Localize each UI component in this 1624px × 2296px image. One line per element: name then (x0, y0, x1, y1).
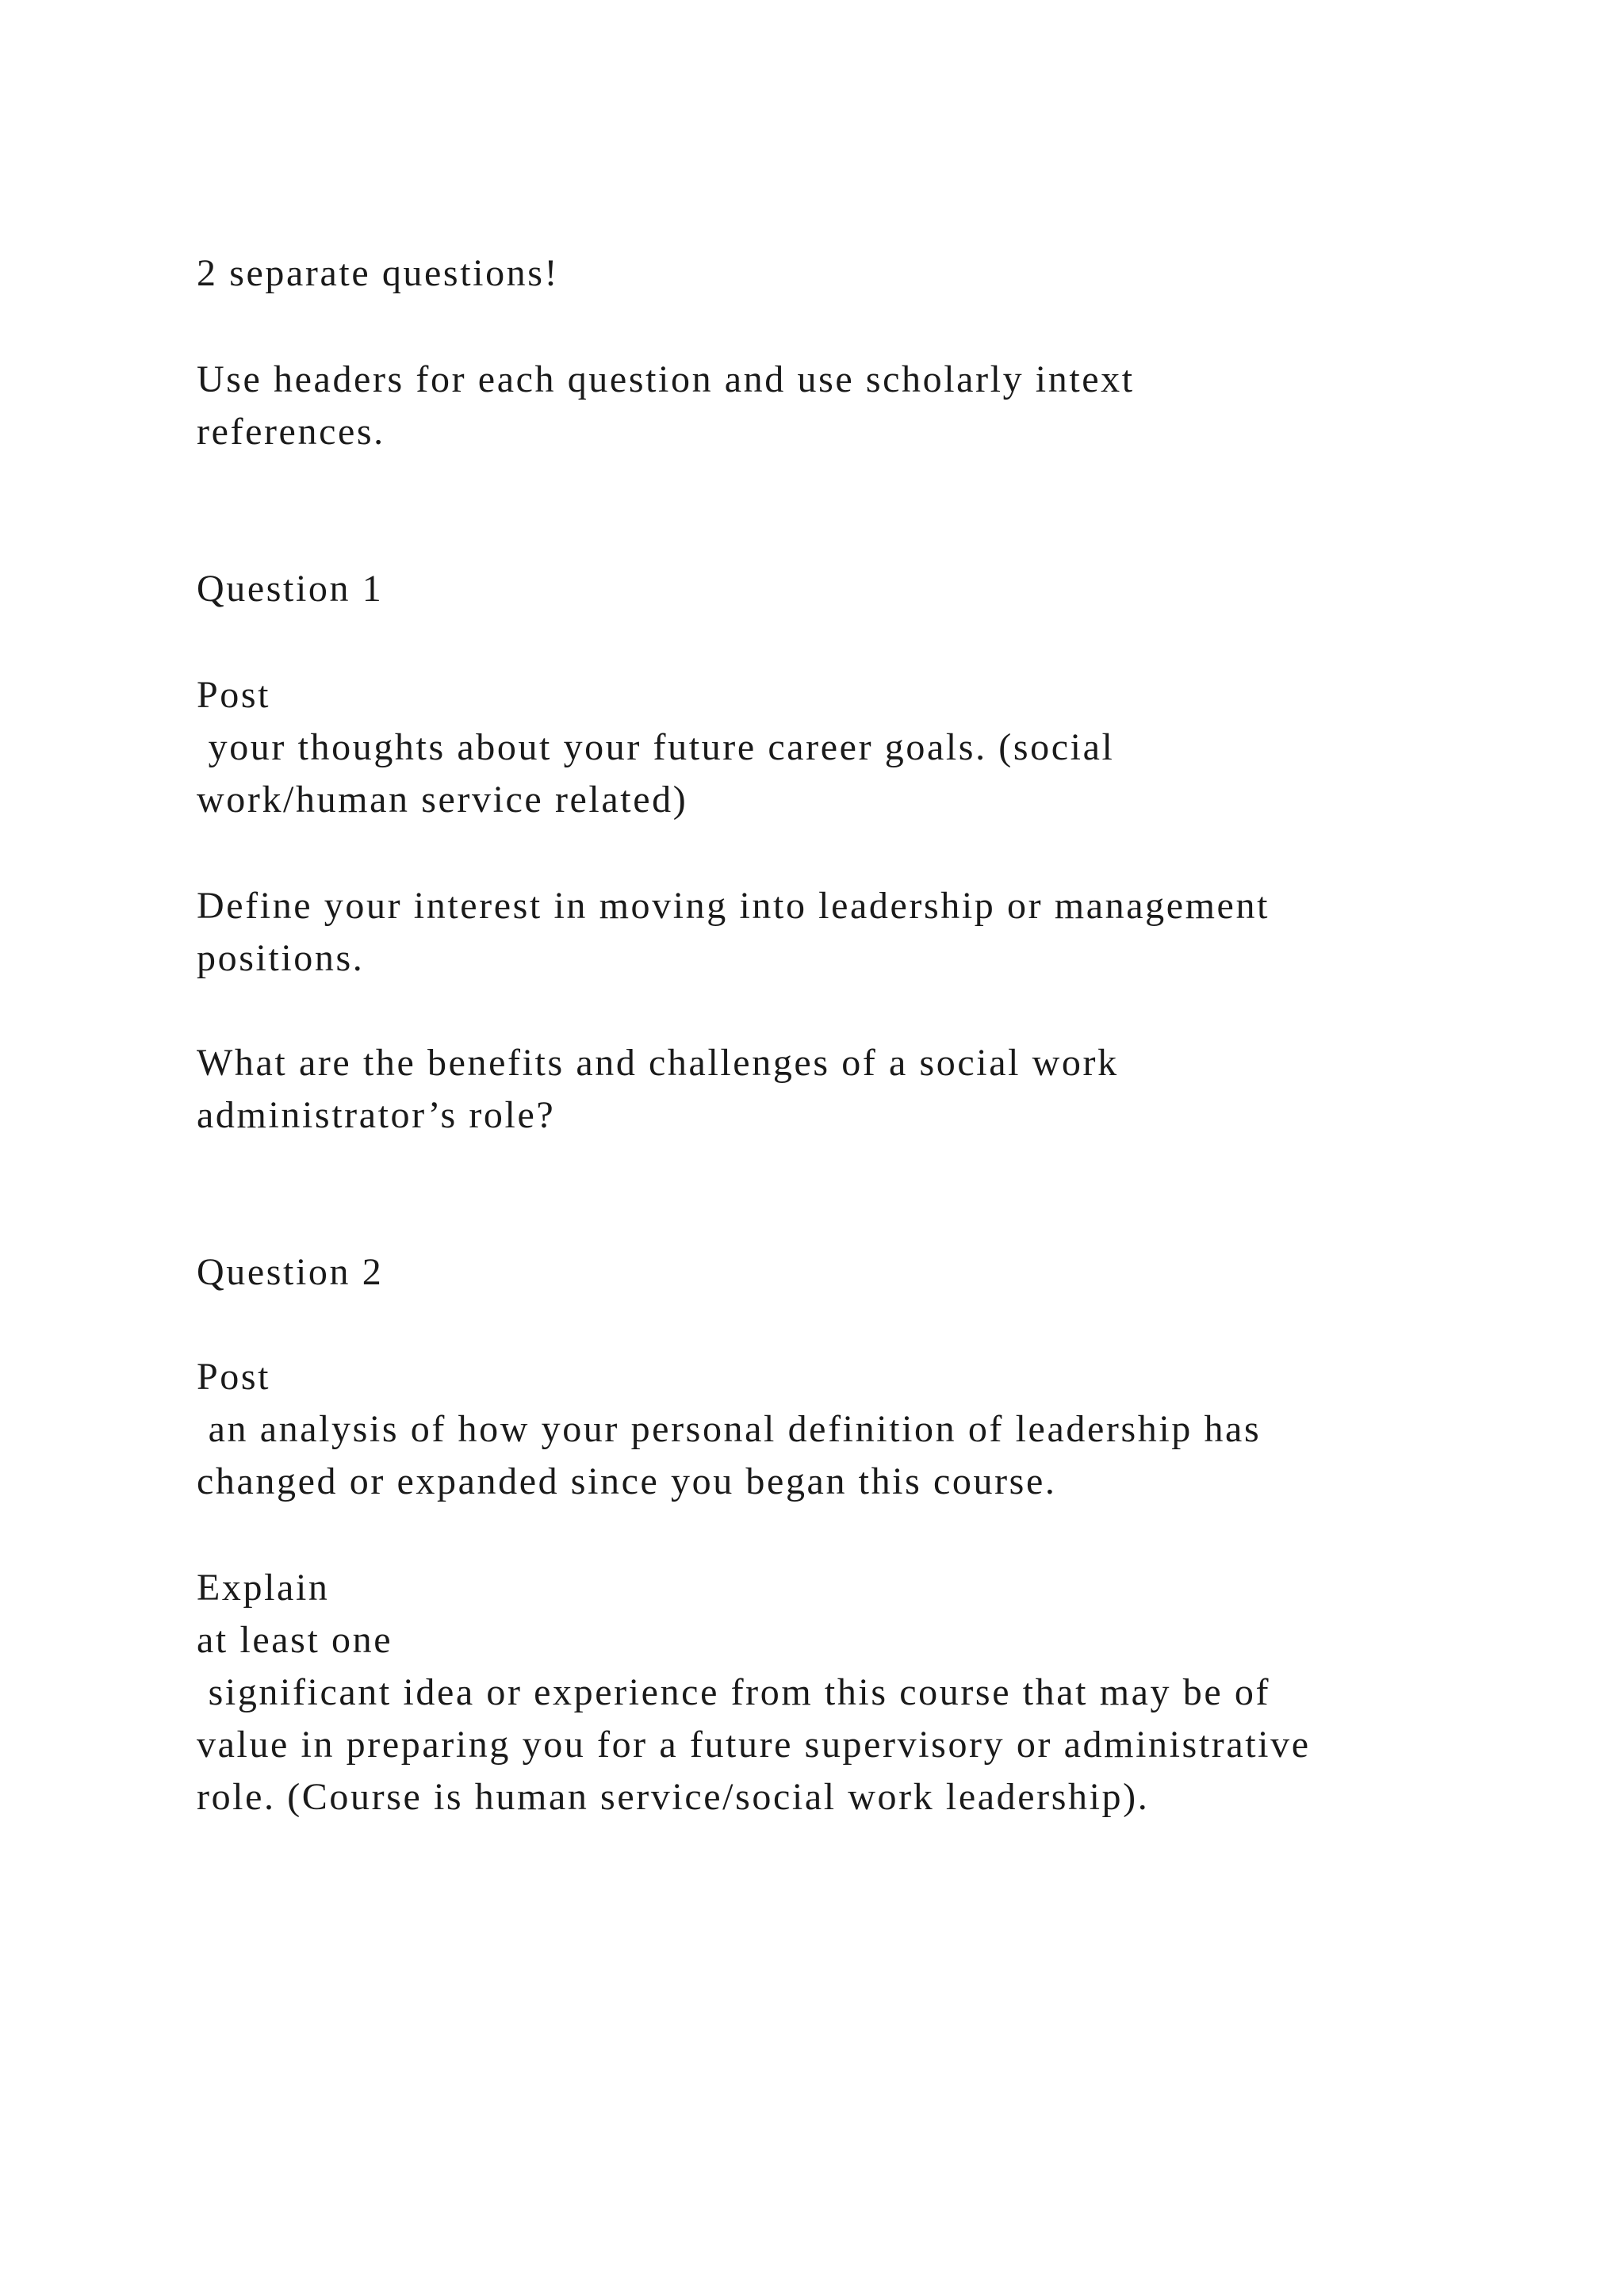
question-2-explain-line-3: role. (Course is human service/social work leadership). (197, 1776, 1150, 1818)
question-1-define-line-2: positions. (197, 937, 365, 979)
question-2-heading: Question 2 (197, 1251, 384, 1293)
question-2-explain-emphasis: at least one (197, 1619, 393, 1661)
question-2-post-line-2: changed or expanded since you began this course. (197, 1460, 1057, 1502)
question-1-heading: Question 1 (197, 568, 384, 610)
intro-text: 2 separate questions! (197, 252, 560, 294)
question-1-post-label: Post (197, 674, 271, 716)
instructions-line-1: Use headers for each question and use scholarly intext (197, 358, 1135, 400)
question-1-post-line-2: work/human service related) (197, 779, 688, 821)
instructions-line-2: references. (197, 411, 385, 453)
question-1-benefits-line-1: What are the benefits and challenges of a social work (197, 1042, 1119, 1084)
question-2-explain-line-1: significant idea or experience from this course that may be of (197, 1671, 1271, 1713)
question-1-define-line-1: Define your interest in moving into leadership or management (197, 885, 1270, 927)
question-2-post-label: Post (197, 1356, 271, 1398)
question-2-post-line-1: an analysis of how your personal definition of leadership has (197, 1408, 1262, 1450)
question-1-post-line-1: your thoughts about your future career goals. (social (197, 726, 1115, 768)
question-2-explain-label: Explain (197, 1567, 330, 1609)
question-2-explain-line-2: value in preparing you for a future supervisory or administrative (197, 1724, 1311, 1766)
question-1-benefits-line-2: administrator’s role? (197, 1094, 556, 1136)
